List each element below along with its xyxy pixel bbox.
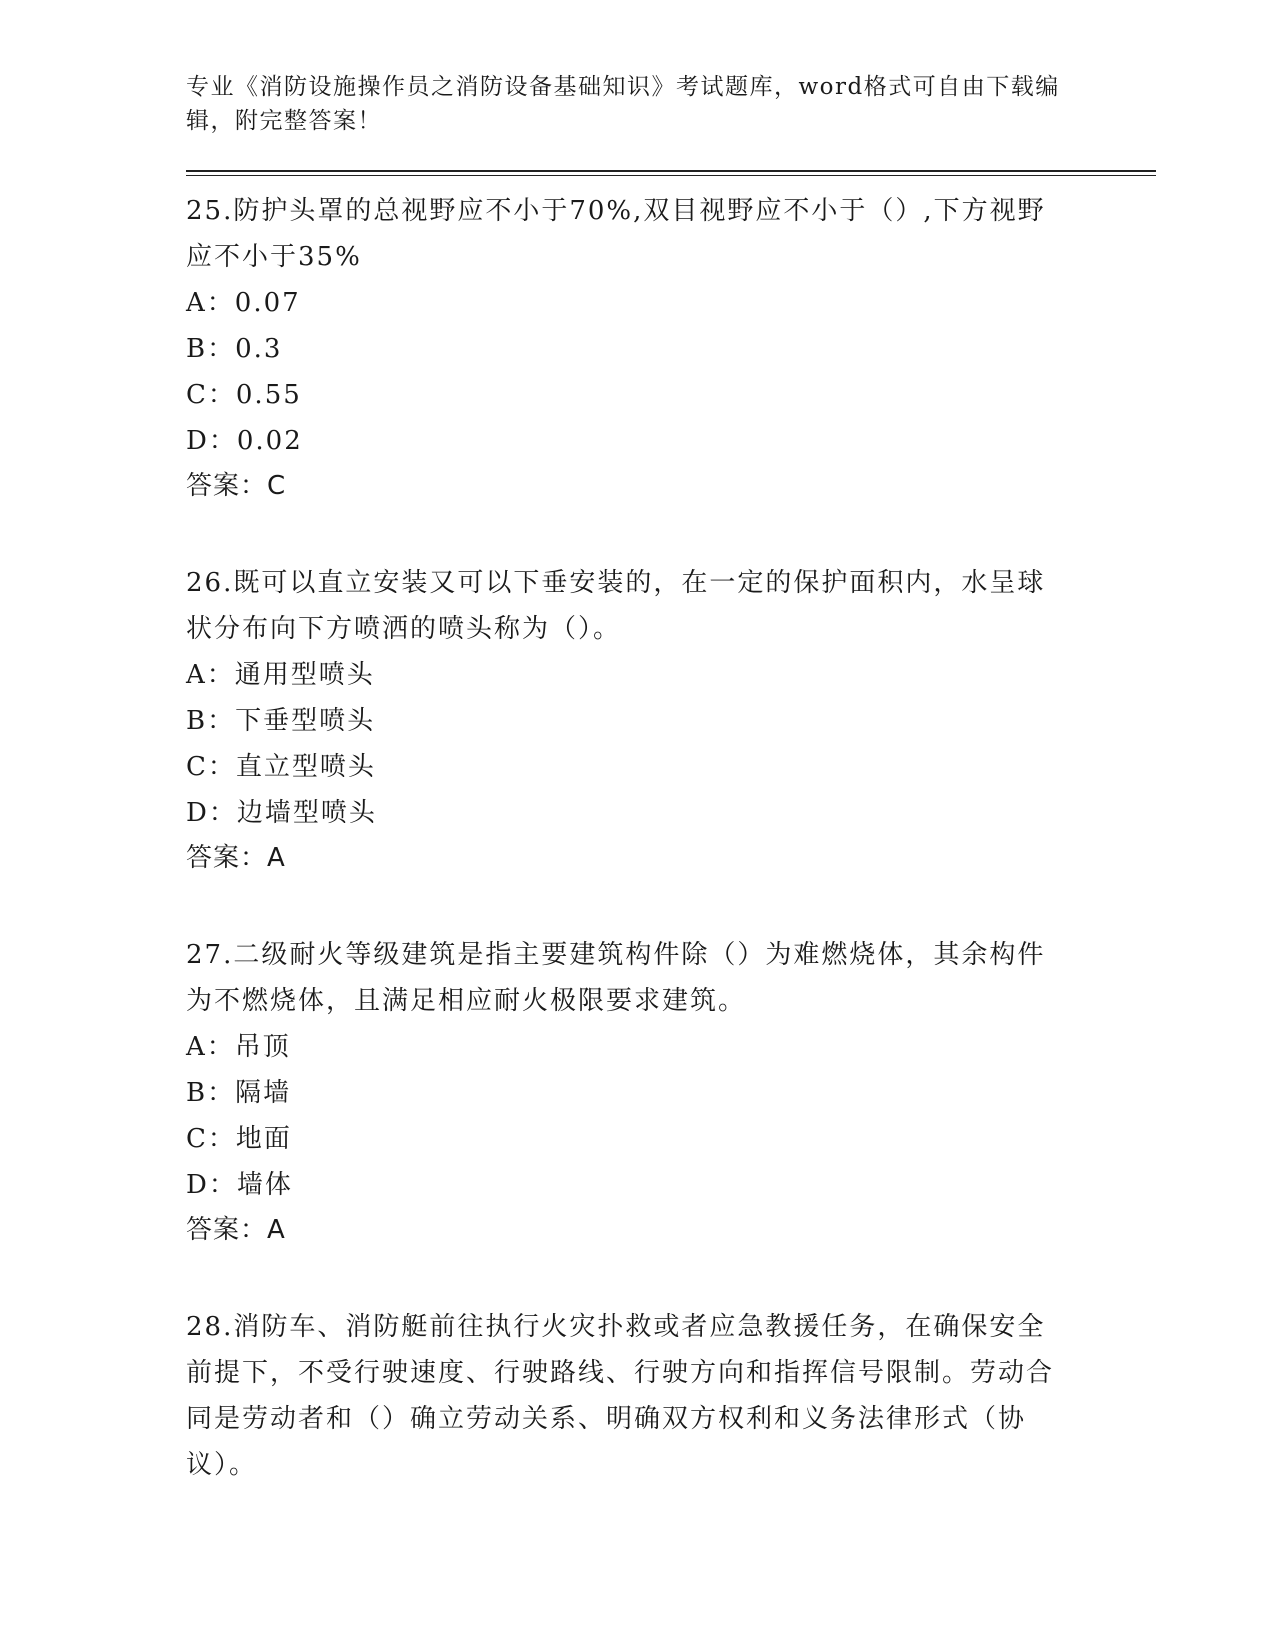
option-c: C：0.55 xyxy=(186,380,302,410)
question-text: 27.二级耐火等级建筑是指主要建筑构件除（）为难燃烧体，其余构件为不燃烧体，且满足相应耐火极限要求建筑。 xyxy=(186,940,1046,1016)
option-d: D：0.02 xyxy=(186,426,303,456)
question-25 xyxy=(186,188,1156,508)
option-a: A：通用型喷头 xyxy=(186,660,375,690)
header-divider xyxy=(186,170,1156,176)
document-header: 专业《消防设施操作员之消防设备基础知识》考试题库，word格式可自由下载编辑，附完整答案！ xyxy=(186,74,1060,134)
question-text: 26.既可以直立安装又可以下垂安装的，在一定的保护面积内，水呈球状分布向下方喷洒的喷头称为（）。 xyxy=(186,568,1046,644)
option-c: C：直立型喷头 xyxy=(186,752,376,782)
question-26 xyxy=(186,560,1156,880)
question-27 xyxy=(186,932,1156,1252)
option-b: B：隔墙 xyxy=(186,1078,292,1108)
option-d: D：边墙型喷头 xyxy=(186,798,377,828)
option-a: A：0.07 xyxy=(186,288,301,318)
answer: 答案：C xyxy=(186,471,287,501)
question-text: 28.消防车、消防艇前往执行火灾扑救或者应急教援任务，在确保安全前提下，不受行驶速度、行驶路线、行驶方向和指挥信号限制。劳动合同是劳动者和（）确立劳动关系、明确双方权利和义务法律形式（协议）。 xyxy=(186,1312,1055,1480)
option-a: A：吊顶 xyxy=(186,1032,291,1062)
answer: 答案：A xyxy=(186,843,286,873)
question-28 xyxy=(186,1304,1156,1488)
option-d: D：墙体 xyxy=(186,1170,293,1200)
question-text: 25.防护头罩的总视野应不小于70%,双目视野应不小于（）,下方视野应不小于35% xyxy=(186,196,1046,272)
document-page xyxy=(186,70,1156,1488)
option-b: B：0.3 xyxy=(186,334,283,364)
option-b: B：下垂型喷头 xyxy=(186,706,376,736)
option-c: C：地面 xyxy=(186,1124,292,1154)
answer: 答案：A xyxy=(186,1215,286,1245)
